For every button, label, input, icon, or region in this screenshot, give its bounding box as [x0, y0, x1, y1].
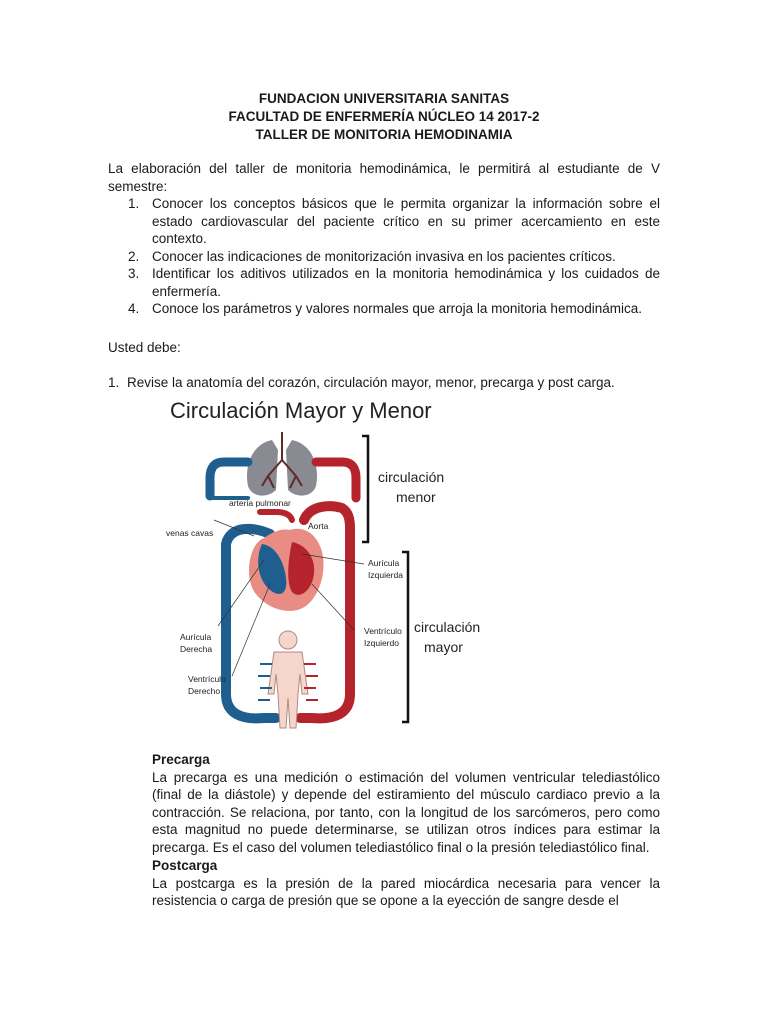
label-auricula-derecha-1: Aurícula — [180, 632, 212, 642]
circulation-diagram — [152, 394, 488, 734]
goals-list — [108, 195, 660, 318]
heart-icon — [249, 529, 324, 611]
precarga-heading: Precarga — [152, 752, 210, 767]
list-number: 2. — [128, 248, 140, 264]
diagram-title: Circulación Mayor y Menor — [170, 398, 432, 423]
label-auricula-izquierda-1: Aurícula — [368, 558, 400, 568]
list-number: 3. — [128, 266, 140, 281]
postcarga-heading: Postcarga — [152, 858, 218, 873]
label-ventriculo-derecho-2: Derecho — [188, 686, 221, 696]
label-ventriculo-derecho-1: Ventrículo — [188, 674, 226, 684]
label-venas-cavas: venas cavas — [166, 528, 214, 538]
step-text: Revise la anatomía del corazón, circulación mayor, menor, precarga y post carga. — [127, 375, 615, 390]
list-item — [108, 248, 660, 266]
label-auricula-derecha-2: Derecha — [180, 644, 213, 654]
label-arteria-pulmonar: arteria pulmonar — [229, 498, 291, 508]
list-item — [108, 300, 660, 318]
document-header — [0, 90, 768, 144]
list-text: Conoce los parámetros y valores normales que arroja la monitoria hemodinámica. — [152, 301, 642, 316]
intro-paragraph: La elaboración del taller de monitoria hemodinámica, le permitirá al estudiante de V semestre: — [108, 161, 660, 194]
label-aorta: Aorta — [308, 521, 329, 531]
label-ventriculo-izquierdo-2: Izquierdo — [364, 638, 399, 648]
label-circulacion-mayor-1: circulación — [414, 619, 481, 635]
list-number: 4. — [128, 301, 140, 316]
list-text: Conocer los conceptos básicos que le permita organizar la información sobre el estado cardiovascular del paciente crítico en su primer acercamiento en este contexto. — [152, 196, 660, 246]
list-text: Conocer las indicaciones de monitorización invasiva en los pacientes críticos. — [152, 248, 616, 264]
list-text: Identificar los aditivos utilizados en la monitoria hemodinámica y los cuidados de enfermería. — [152, 266, 660, 299]
usted-debe-line: Usted debe: — [108, 340, 181, 355]
list-number: 1. — [128, 196, 140, 211]
label-circulacion-menor-2: menor — [396, 489, 436, 505]
precarga-section — [152, 751, 660, 856]
label-circulacion-menor-1: circulación — [378, 469, 445, 485]
header-institution: FUNDACION UNIVERSITARIA SANITAS — [258, 91, 510, 106]
header-faculty: FACULTAD DE ENFERMERÍA NÚCLEO 14 2017-2 — [228, 109, 540, 124]
list-item — [108, 195, 660, 248]
precarga-paragraph: La precarga es una medición o estimación del volumen ventricular telediastólico (final de la diástole) y depende del estiramiento del músculo cardiaco previo a la contracción. Se relaciona, por tanto, con la longitud de los sarcómeros, pero como esta magnitud no puede determinarse, se utilizan otros índices para estimar la precarga. Es el caso del volumen telediastólico final o la presión telediastólico final. — [152, 769, 660, 855]
label-circulacion-mayor-2: mayor — [424, 639, 463, 655]
step-number: 1. — [108, 375, 120, 390]
header-workshop-title: TALLER DE MONITORIA HEMODINAMIA — [255, 127, 513, 142]
postcarga-paragraph: La postcarga es la presión de la pared miocárdica necesaria para vencer la resistencia o carga de presión que se opone a la eyección de sangre desde el — [152, 875, 660, 908]
list-item — [108, 265, 660, 300]
postcarga-section — [152, 857, 660, 910]
label-ventriculo-izquierdo-1: Ventrículo — [364, 626, 402, 636]
label-auricula-izquierda-2: Izquierda — [368, 570, 403, 580]
